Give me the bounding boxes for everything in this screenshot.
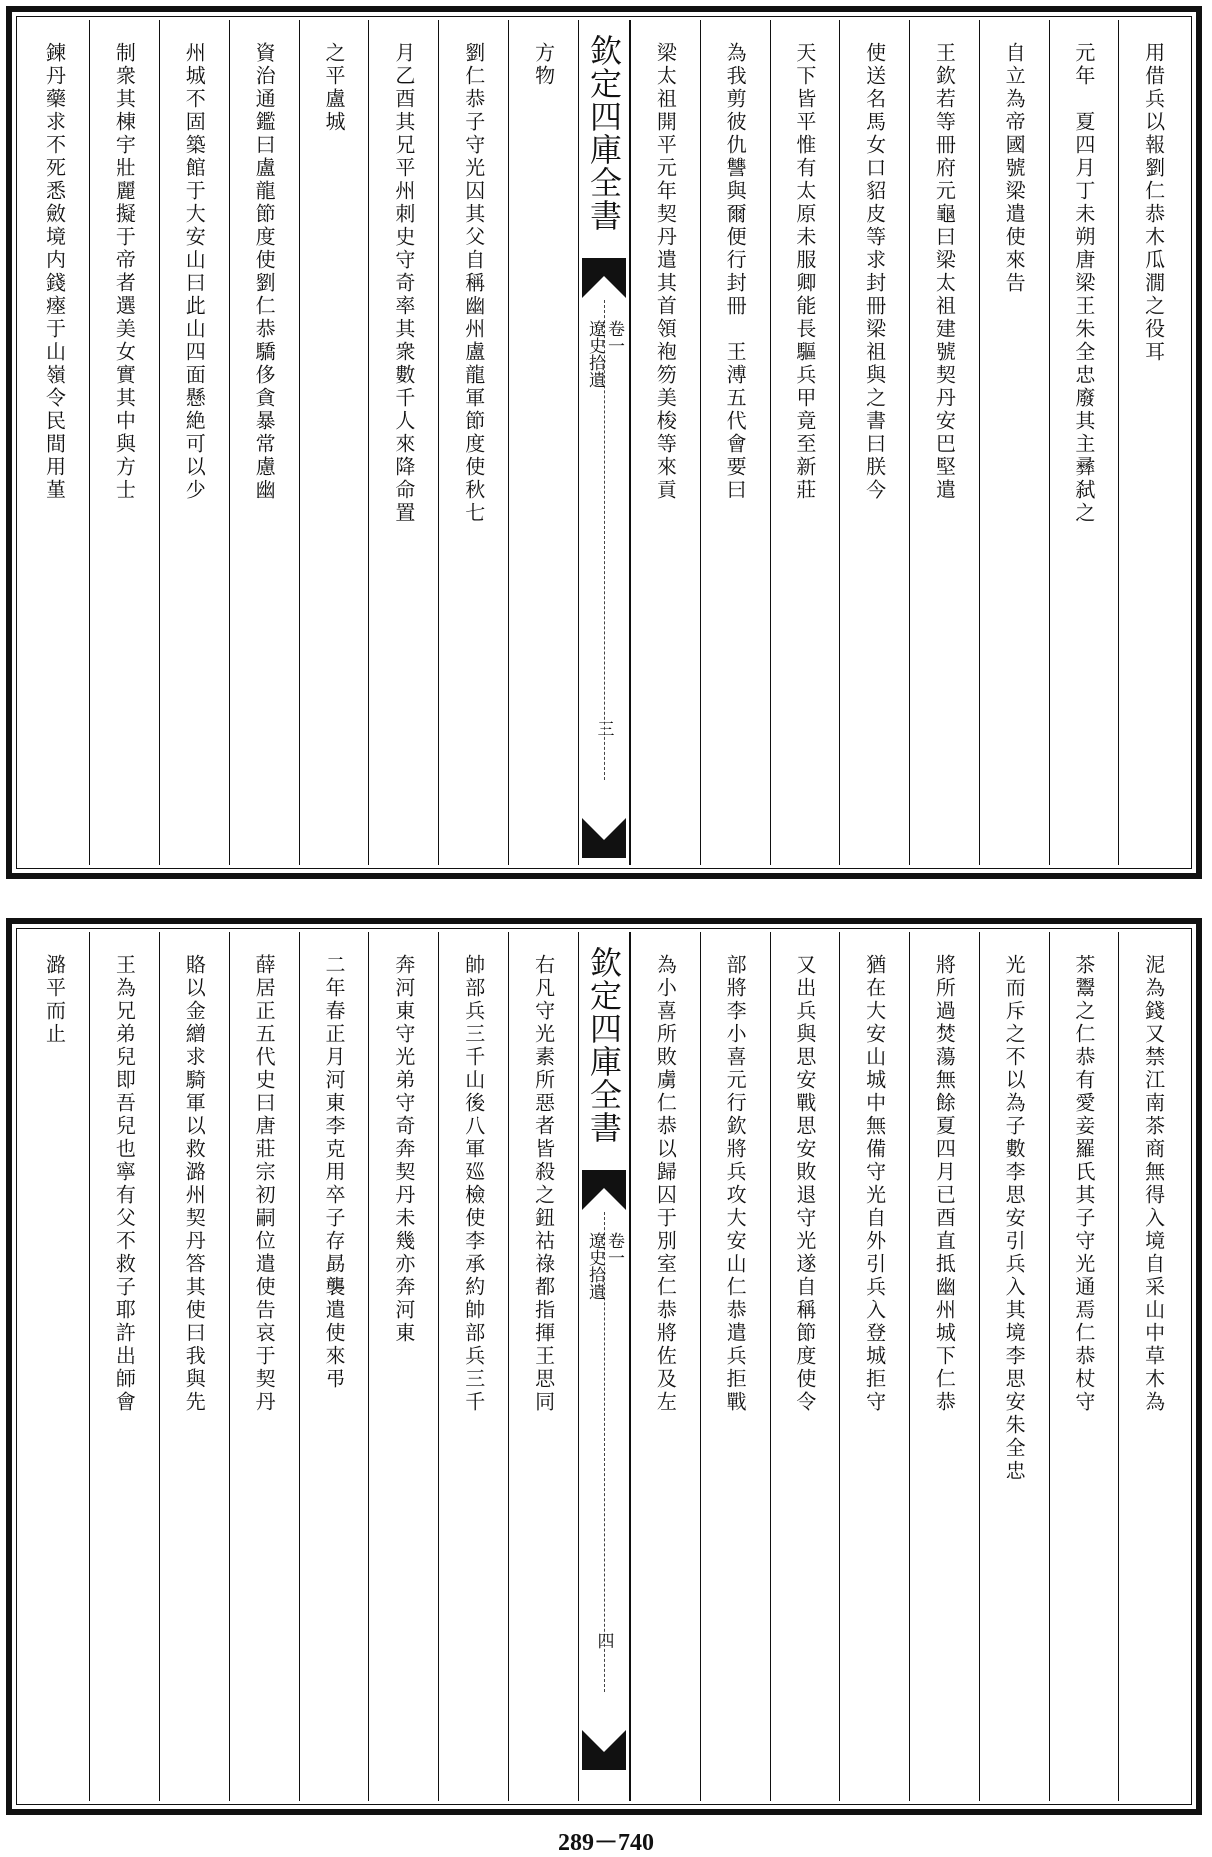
fish-tail-mark (582, 258, 626, 298)
text-column: 潞平而止 (42, 954, 67, 1046)
text-column: 自立為帝國號梁遣使來告 (979, 20, 1049, 865)
text-column: 劉仁恭子守光囚其父自稱幽州盧龍軍節度使秋七 (438, 20, 508, 865)
gutter-book-title: 遼史拾遺 卷一 (585, 1232, 624, 1300)
text-column: 為我剪彼仇讐與爾便行封冊 王溥五代會要曰 (700, 20, 770, 865)
center-gutter (578, 932, 630, 1801)
text-column: 資治通鑑曰盧龍節度使劉仁恭驕侈貪暴常慮幽 (229, 20, 299, 865)
text-column: 泥為錢又禁江南茶商無得入境自采山中草木為 (1118, 932, 1188, 1801)
text-column: 又出兵與思安戰思安敗退守光遂自稱節度使令 (770, 932, 840, 1801)
gutter-title: 欽定四庫全書 (585, 946, 623, 1144)
text-column: 光而斥之不以為子數李思安引兵入其境李思安朱全忠 (979, 932, 1049, 1801)
text-column: 州城不固築館于大安山曰此山四面懸絶可以少 (159, 20, 229, 865)
text-column: 賂以金繒求騎軍以救潞州契丹答其使曰我與先 (159, 932, 229, 1801)
text-column: 奔河東守光弟守奇奔契丹未幾亦奔河東 (368, 932, 438, 1801)
text-column: 王欽若等冊府元龜曰梁太祖建號契丹安巴堅遣 (909, 20, 979, 865)
text-column: 右凡守光素所惡者皆殺之鈕祜祿都指揮王思同 (508, 932, 578, 1801)
page-number: 三 (593, 720, 614, 737)
text-column: 元年 夏四月丁未朔唐梁王朱全忠廢其主彞弑之 (1049, 20, 1119, 865)
text-column: 月乙酉其兄平州刺史守奇率其衆數千人來降命置 (368, 20, 438, 865)
center-gutter (578, 20, 630, 865)
text-column: 用借兵以報劉仁恭木瓜㵎之役耳 (1118, 20, 1188, 865)
fish-tail-mark-bottom (582, 1730, 626, 1770)
text-column: 將所過焚蕩無餘夏四月已酉直抵幽州城下仁恭 (909, 932, 979, 1801)
left-half (20, 932, 578, 1801)
page-sheet-top (6, 6, 1202, 879)
text-column: 薛居正五代史曰唐莊宗初嗣位遣使告哀于契丹 (229, 932, 299, 1801)
footer-page-label: 289－740 (558, 1830, 654, 1856)
text-column: 方物 (508, 20, 578, 865)
text-column: 二年春正月河東李克用卒子存勗襲遣使來弔 (299, 932, 369, 1801)
fish-tail-mark-bottom (582, 818, 626, 858)
text-column: 使送名馬女口貂皮等求封冊梁祖與之書曰朕今 (839, 20, 909, 865)
text-column: 梁太祖開平元年契丹遣其首領袍笏美梭等來貢 (630, 20, 700, 865)
right-half (630, 932, 1188, 1801)
gutter-book-title: 遼史拾遺 卷一 (585, 320, 624, 388)
text-column: 猶在大安山城中無備守光自外引兵入登城拒守 (839, 932, 909, 1801)
left-half (20, 20, 578, 865)
text-column: 鍊丹藥求不死悉斂境内錢瘞于山嶺令民間用堇 (42, 42, 67, 502)
text-column: 王為兄弟兒即吾兒也寧有父不救子耶許出師會 (89, 932, 159, 1801)
page-sheet-bottom (6, 918, 1202, 1815)
text-column: 茶鬻之仁恭有愛妾羅氏其子守光通焉仁恭杖守 (1049, 932, 1119, 1801)
text-column: 天下皆平惟有太原未服卿能長驅兵甲竟至新莊 (770, 20, 840, 865)
text-column: 為小喜所敗虜仁恭以歸囚于別室仁恭將佐及左 (630, 932, 700, 1801)
text-column: 帥部兵三千山後八軍廵檢使李承約帥部兵三千 (438, 932, 508, 1801)
text-column: 制衆其棟宇壯麗擬于帝者選美女實其中與方士 (89, 20, 159, 865)
text-column: 部將李小喜元行欽將兵攻大安山仁恭遣兵拒戰 (700, 932, 770, 1801)
text-column: 之平盧城 (299, 20, 369, 865)
right-half (630, 20, 1188, 865)
fish-tail-mark (582, 1170, 626, 1210)
page-number: 四 (593, 1632, 614, 1649)
text-frame (20, 20, 1188, 865)
gutter-title: 欽定四庫全書 (585, 34, 623, 232)
text-frame (20, 932, 1188, 1801)
